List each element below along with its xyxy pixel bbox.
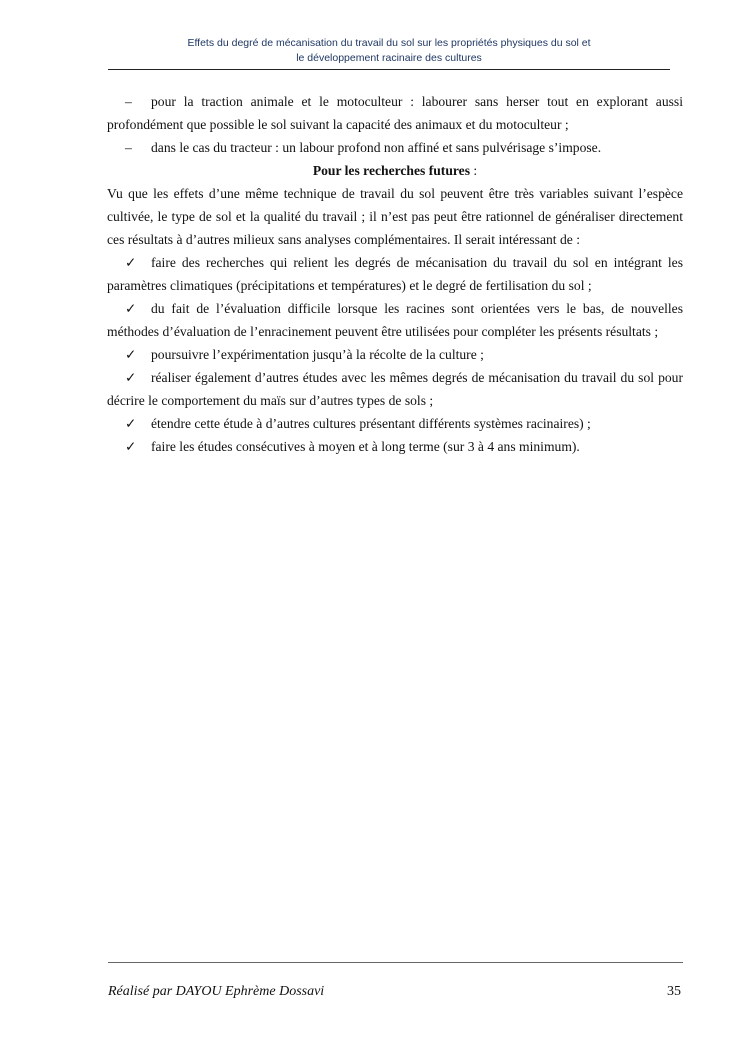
header-line-1: Effets du degré de mécanisation du travail du sol sur les propriétés physiques du sol et (187, 37, 591, 49)
check-item (107, 297, 683, 343)
dash-item-text: pour la traction animale et le motoculteur : labourer sans herser tout en explorant aussi profondément que possible le sol suivant la capacité des animaux et du motoculteur ; (107, 94, 683, 132)
check-item (107, 412, 683, 435)
check-item-text: faire des recherches qui relient les degrés de mécanisation du travail du sol en intégrant les paramètres climatiques (précipitations et températures) et le degré de fertilisation du sol ; (107, 255, 683, 293)
check-item (107, 251, 683, 297)
header-line-2: le développement racinaire des cultures (296, 52, 482, 64)
page-body (107, 90, 683, 458)
section-heading-suffix: : (470, 163, 478, 178)
header-rule (108, 69, 670, 70)
check-icon: ✓ (125, 301, 137, 316)
check-item (107, 343, 683, 366)
dash-item (107, 136, 683, 159)
dash-marker: – (125, 94, 132, 109)
check-icon: ✓ (125, 370, 137, 385)
intro-paragraph: Vu que les effets d’une même technique de travail du sol peuvent être très variables suivant l’espèce cultivée, le type de sol et la qualité du travail ; il n’est pas peut être rationnel de généraliser directement ces résultats à d’autres milieux sans analyses complémentaires. Il serait intéressant de : (107, 186, 683, 247)
dash-marker: – (125, 140, 132, 155)
page-footer (108, 982, 683, 1002)
dash-item (107, 90, 683, 136)
check-icon: ✓ (125, 347, 137, 362)
check-item-text: faire les études consécutives à moyen et à long terme (sur 3 à 4 ans minimum). (151, 439, 580, 454)
check-item-text: du fait de l’évaluation difficile lorsque les racines sont orientées vers le bas, de nouvelles méthodes d’évaluation de l’enracinement peuvent être utilisées pour compléter les présents résultats ; (107, 301, 683, 339)
footer-author: Réalisé par DAYOU Ephrème Dossavi (108, 984, 325, 999)
check-item-text: réaliser également d’autres études avec les mêmes degrés de mécanisation du travail du sol pour décrire le comportement du maïs sur d’autres types de sols ; (107, 370, 683, 408)
section-heading (107, 159, 683, 182)
check-item (107, 366, 683, 412)
check-icon: ✓ (125, 416, 137, 431)
check-icon: ✓ (125, 439, 137, 454)
running-header (108, 36, 670, 66)
check-item-text: étendre cette étude à d’autres cultures présentant différents systèmes racinaires) ; (151, 416, 591, 431)
section-heading-text: Pour les recherches futures (312, 163, 470, 178)
check-item (107, 435, 683, 458)
dash-item-text: dans le cas du tracteur : un labour profond non affiné et sans pulvérisage s’impose. (151, 140, 602, 155)
check-item-text: poursuivre l’expérimentation jusqu’à la récolte de la culture ; (151, 347, 484, 362)
footer-rule (108, 962, 683, 963)
check-icon: ✓ (125, 255, 137, 270)
page-number: 35 (667, 984, 681, 999)
